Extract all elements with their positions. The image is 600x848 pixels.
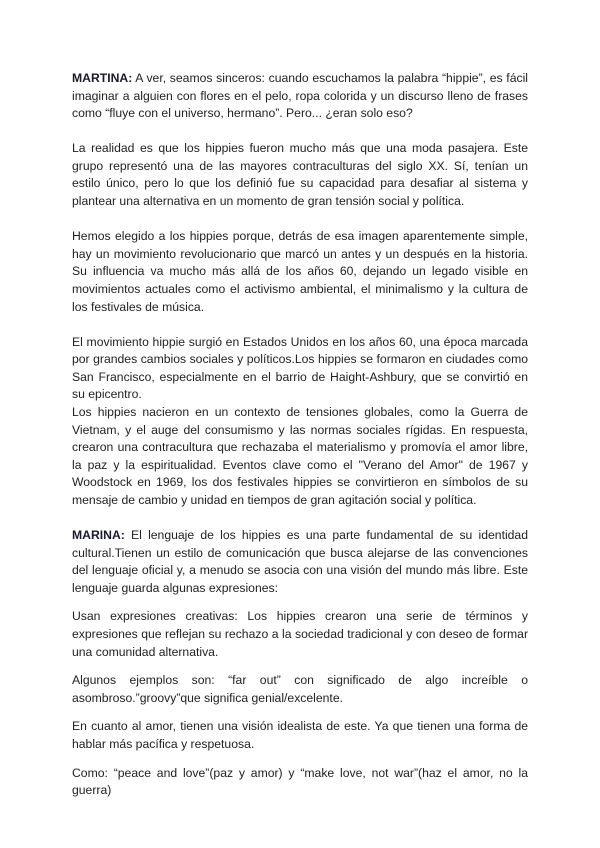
paragraph-text: A ver, seamos sinceros: cuando escuchamos la palabra “hippie”, es fácil imaginar a alguien con flores en el pelo, ropa colorida y un discurso lleno de frases como “fluye con el universo, hermano”. Pero... ¿eran solo eso? [72,71,528,121]
paragraph-ejemplos: Algunos ejemplos son: “far out” con significado de algo increíble o asombroso.”groovy”que significa genial/excelente. [72,673,528,705]
paragraph-marina-lenguaje [72,527,528,597]
document-page [72,70,528,800]
paragraph-como: Como: “peace and love”(paz y amor) y “make love, not war”(haz el amor, no la guerra) [72,765,528,798]
paragraph-origen: El movimiento hippie surgió en Estados Unidos en los años 60, una época marcada por grandes cambios sociales y políticos.Los hippies se formaron en ciudades como San Francisco, especialmente en el barrio de Haight-Ashbury, que se convirtió en su epicentro. [72,334,528,402]
paragraph-amor: En cuanto al amor, tienen una visión idealista de este. Ya que tienen una forma de hablar más pacífica y respetuosa. [72,719,528,751]
paragraph-realidad: La realidad es que los hippies fueron mucho más que una moda pasajera. Este grupo representó una de las mayores contraculturas del siglo XX. Sí, tenían un estilo único, pero lo que los definió fue su capacidad para desafiar al sistema y plantear una alternativa en un momento de gran tensión social y política. [72,141,528,209]
paragraph-text: El lenguaje de los hippies es una parte fundamental de su identidad cultural.Tienen un estilo de comunicación que busca alejarse de las convenciones del lenguaje oficial y, a menudo se asocia con una visión del mundo más libre. Este lenguaje guarda algunas expresiones: [72,528,528,595]
paragraph-contexto: Los hippies nacieron en un contexto de tensiones globales, como la Guerra de Vietnam, y el auge del consumismo y las normas sociales rígidas. En respuesta, crearon una contracultura que rechazaba el materialismo y promovía el amor libre, la paz y la espiritualidad. Eventos clave como el "Verano del Amor" de 1967 y Woodstock en 1969, los dos festivales hippies se convirtieron en símbolos de su mensaje de cambio y unidad en tiempos de gran agitación social y política. [72,405,528,507]
speaker-martina: MARTINA: [72,71,133,85]
speaker-marina: MARINA: [72,528,125,543]
paragraph-martina-intro [72,70,528,123]
paragraph-expresiones: Usan expresiones creativas: Los hippies crearon una serie de términos y expresiones que reflejan su rechazo a la sociedad tradicional y con deseo de formar una comunidad alternativa. [72,609,528,659]
paragraph-eleccion: Hemos elegido a los hippies porque, detrás de esa imagen aparentemente simple, hay un movimiento revolucionario que marcó un antes y un después en la historia. Su influencia va mucho más allá de los años 60, dejando un legado visible en movimientos actuales como el activismo ambiental, el minimalismo y la cultura de los festivales de música. [72,229,528,314]
